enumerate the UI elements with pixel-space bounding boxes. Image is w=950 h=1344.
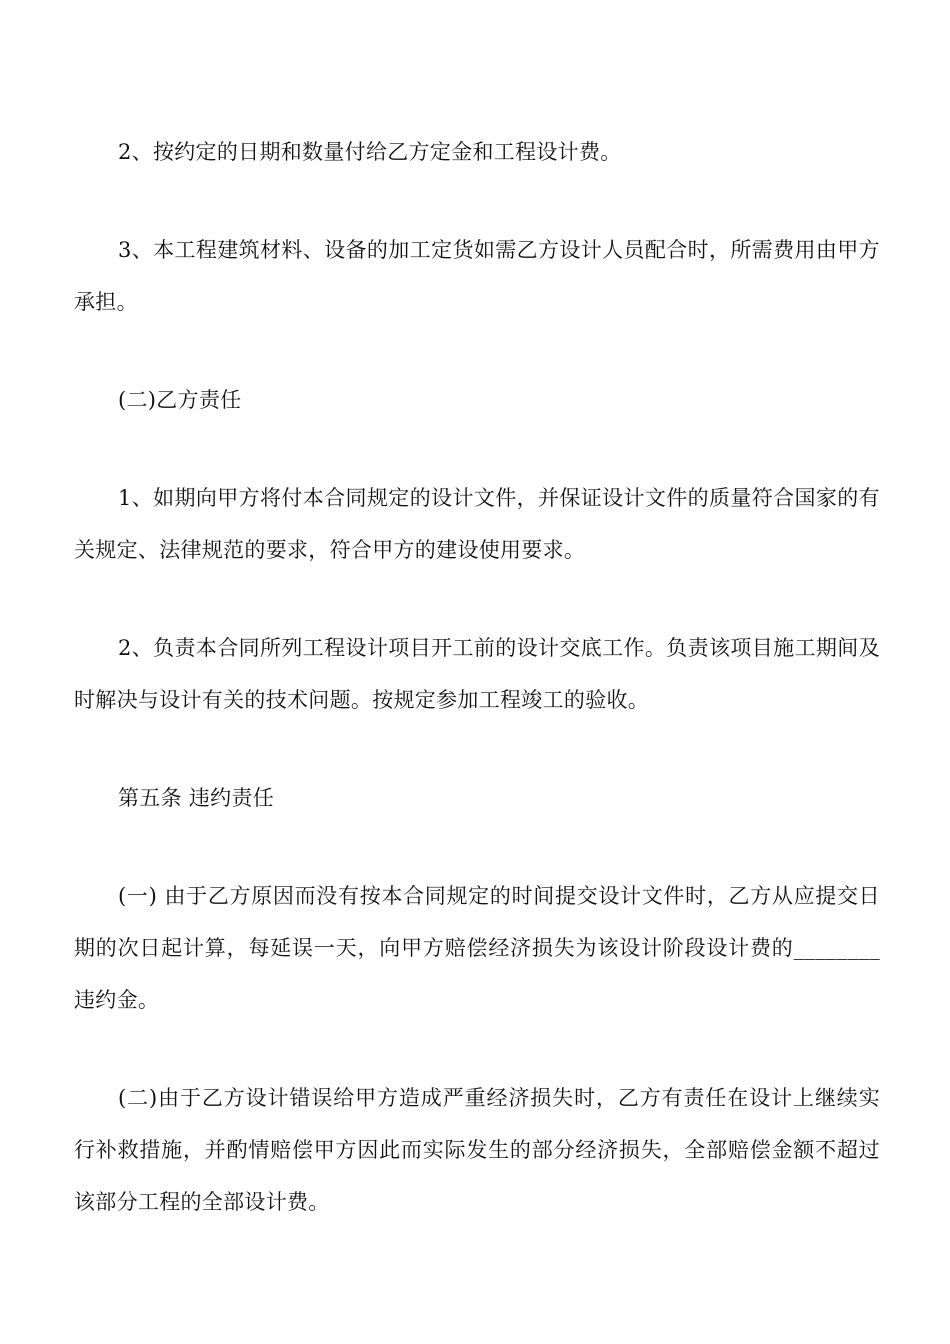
paragraph-materials-cost: 3、本工程建筑材料、设备的加工定货如需乙方设计人员配合时，所需费用由甲方承担。 — [74, 238, 880, 314]
paragraph-deliver-design-files: 1、如期向甲方将付本合同规定的设计文件，并保证设计文件的质量符合国家的有关规定、法律规范的要求，符合甲方的建设使用要求。 — [74, 486, 880, 562]
paragraph-party-a-payment: 2、按约定的日期和数量付给乙方定金和工程设计费。 — [118, 140, 622, 164]
paragraph-design-error-compensation: (二)由于乙方设计错误给甲方造成严重经济损失时，乙方有责任在设计上继续实行补救措施，并酌情赔偿甲方因此而实际发生的部分经济损失，全部赔偿金额不超过该部分工程的全部设计费。 — [74, 1086, 880, 1214]
paragraph-late-delivery-penalty: (一) 由于乙方原因而没有按本合同规定的时间提交设计文件时，乙方从应提交日期的次日起计算，每延误一天，向甲方赔偿经济损失为该设计阶段设计费的________违约金。 — [74, 884, 880, 1012]
article-heading-breach-liability: 第五条 违约责任 — [118, 786, 275, 810]
section-heading-party-b-duties: (二)乙方责任 — [118, 388, 242, 412]
paragraph-design-briefing: 2、负责本合同所列工程设计项目开工前的设计交底工作。负责该项目施工期间及时解决与设计有关的技术问题。按规定参加工程竣工的验收。 — [74, 636, 880, 712]
